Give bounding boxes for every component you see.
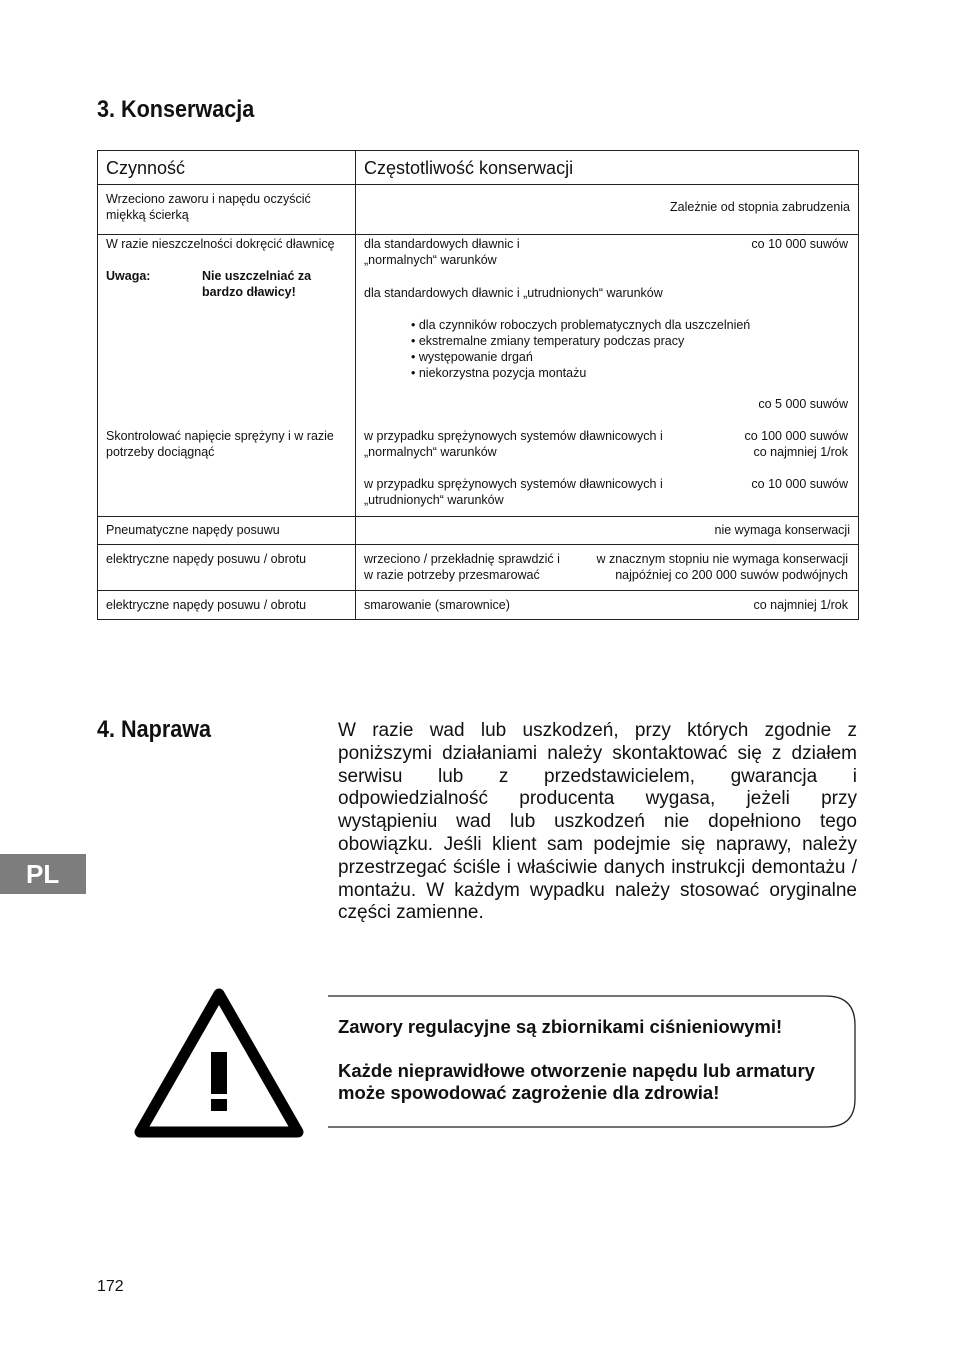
activity-cell: Wrzeciono zaworu i napędu oczyścić miękką ścierką xyxy=(98,185,356,235)
frequency-cell: smarowanie (smarownice) co najmniej 1/rok xyxy=(356,591,859,620)
list-item: • niekorzystna pozycja montażu xyxy=(411,366,587,380)
activity-cell: elektryczne napędy posuwu / obrotu xyxy=(98,591,356,620)
list-item: • ekstremalne zmiany temperatury podczas pracy xyxy=(411,334,685,348)
page-number: 172 xyxy=(97,1278,124,1295)
table-header-row xyxy=(98,151,859,185)
frequency-cell: wrzeciono / przekładnię sprawdzić i w razie potrzeby przesmarować w znacznym stopniu nie wymaga konserwacji najpóźniej co 200 000 suwów podwójnych xyxy=(356,545,859,591)
header-frequency: Częstotliwość konserwacji xyxy=(356,151,859,185)
maintenance-table xyxy=(97,150,859,620)
warning-message xyxy=(338,1016,848,1104)
warning-line-1: Zawory regulacyjne są zbiornikami ciśnieniowymi! xyxy=(338,1016,783,1037)
language-tab: PL xyxy=(0,854,86,894)
list-item: • występowanie drgań xyxy=(411,350,533,364)
list-item: • dla czynników roboczych problematycznych dla uszczelnień xyxy=(411,318,751,332)
frequency-cell: nie wymaga konserwacji xyxy=(356,517,859,545)
section-4-title: 4. Naprawa xyxy=(97,716,212,743)
table-row xyxy=(98,235,859,517)
frequency-cell: dla standardowych dławnic i „normalnych“ warunków co 10 000 suwów dla standardowych dławnic i „utrudnionych“ warunków • dla czynników roboczych problematycznych dla uszczelnień • ekstremalne zmiany temperatury podczas pracy • występowanie drgań • niekorzystna pozycja montażu co 5 000 suwów w przypadku sprężynowych systemów dławnicowych i „normalnych“ warunków co 100 000 suwów co najmniej 1/rok w przypadku sprężynowych systemów dławnicowych i „utrudnionych“ warunków co 10 000 suwów xyxy=(356,235,859,517)
table-row xyxy=(98,591,859,620)
header-activity: Czynność xyxy=(98,151,356,185)
activity-cell: elektryczne napędy posuwu / obrotu xyxy=(98,545,356,591)
section-3-title: 3. Konserwacja xyxy=(97,96,255,123)
activity-cell: W razie nieszczelności dokręcić dławnicę Uwaga: Nie uszczelniać za bardzo dławicy! Skontrolować napięcie sprężyny i w razie potrzeby dociągnąć xyxy=(98,235,356,517)
warning-triangle-icon xyxy=(134,986,304,1140)
table-row xyxy=(98,185,859,235)
warning-line-2: Każde nieprawidłowe otworzenie napędu lub armatury może spowodować zagrożenie dla zdrowia! xyxy=(338,1060,815,1103)
repair-paragraph: W razie wad lub uszkodzeń, przy których zgodnie z poniższymi działaniami należy skontaktować się z działem serwisu lub z przedstawicielem, gwarancja i odpowiedzialność producenta wygasa, jeżeli przy wystąpieniu wad lub uszkodzeń nie dopełniono tego obowiązku. Jeśli klient sam podejmie się naprawy, należy przestrzegać ściśle i właściwie danych instrukcji demontażu / montażu. W każdym wypadku należy stosować oryginalne części zamienne. xyxy=(338,720,857,924)
frequency-cell: Zależnie od stopnia zabrudzenia xyxy=(356,185,859,235)
note-label: Uwaga: xyxy=(106,269,151,283)
table-row xyxy=(98,517,859,545)
table-row xyxy=(98,545,859,591)
activity-cell: Pneumatyczne napędy posuwu xyxy=(98,517,356,545)
